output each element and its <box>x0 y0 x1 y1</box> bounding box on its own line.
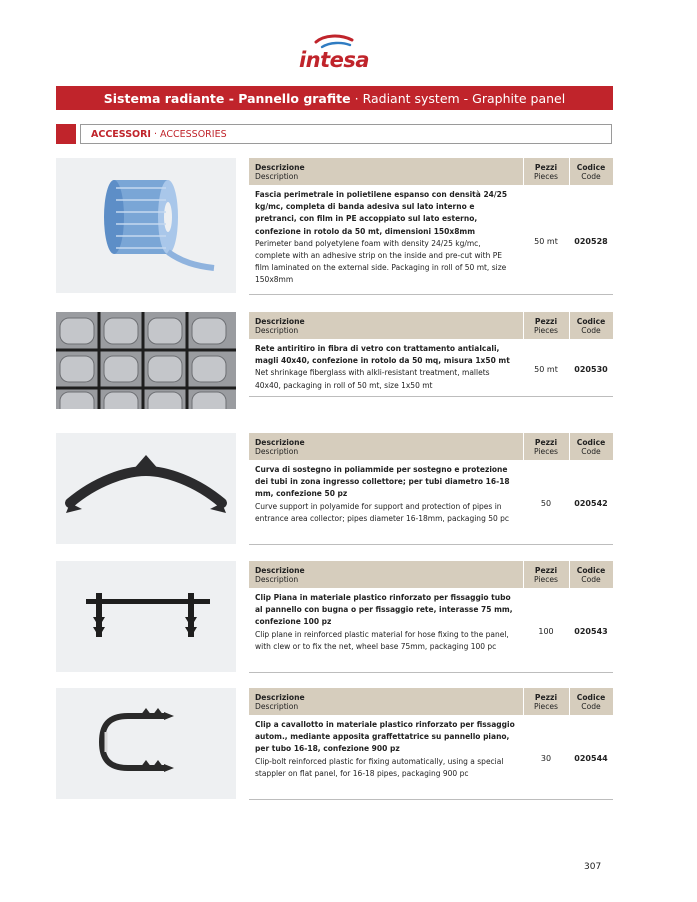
page-title-bar <box>56 86 613 110</box>
header-description-it: Descrizione <box>255 566 305 575</box>
header-pieces-it: Pezzi <box>534 693 558 702</box>
brand-logo <box>294 34 404 80</box>
header-code-en: Code <box>581 447 601 456</box>
divider <box>523 688 524 715</box>
header-code-it: Codice <box>576 693 606 702</box>
header-pieces-it: Pezzi <box>534 163 558 172</box>
header-pieces-en: Pieces <box>534 447 558 456</box>
header-code-en: Code <box>581 702 601 711</box>
header-description-en: Description <box>255 702 299 711</box>
table-header <box>249 561 613 588</box>
product-description <box>255 719 517 780</box>
page-number: 307 <box>584 862 602 872</box>
row-divider <box>249 544 613 545</box>
header-description-it: Descrizione <box>255 693 305 702</box>
section-italian: ACCESSORI <box>91 128 151 140</box>
product-quantity: 50 mt <box>534 237 558 246</box>
title-english: Radiant system - Graphite panel <box>362 90 566 106</box>
perimeter-band-roll-icon <box>56 158 236 293</box>
description-english: Clip-bolt reinforced plastic for fixing automatically, using a special stappler on flat panel, for 16-18 pipes, packaging 900 pc <box>255 756 504 778</box>
section-english: ACCESSORIES <box>160 128 227 140</box>
header-code-en: Code <box>581 326 601 335</box>
section-marker <box>56 124 76 144</box>
description-italian: Rete antiritiro in fibra di vetro con trattamento antialcali, magli 40x40, confezione in rotolo da 50 mq, misura 1x50 mt <box>255 344 510 366</box>
description-italian: Fascia perimetrale in polietilene espanso con densità 24/25 kg/mc, completa di banda adesiva sul lato interno e pretranci, con film in PE accoppiato sul lato esterno, confezione in rotolo da 50 mt, dimensioni 150x8mm <box>255 190 508 236</box>
product-code: 020528 <box>574 237 608 246</box>
header-code-en: Code <box>581 575 601 584</box>
row-divider <box>249 396 613 397</box>
row-divider <box>249 672 613 673</box>
table-header <box>249 688 613 715</box>
product-image-plane-clip <box>56 561 236 672</box>
divider <box>569 561 570 588</box>
description-english: Perimeter band polyetylene foam with density 24/25 kg/mc, complete with an adhesive strip on the inside and pre-cut with PE film laminated on the external side. Packaging in roll of 50 mt, size 150x8mm <box>255 238 507 285</box>
title-italian: Sistema radiante - Pannello grafite <box>103 90 351 106</box>
product-quantity: 100 <box>538 627 554 636</box>
header-description-it: Descrizione <box>255 438 305 447</box>
product-image-curve-support <box>56 433 236 544</box>
section-bar <box>56 124 612 144</box>
product-quantity: 50 <box>540 499 552 508</box>
brand-name: intesa <box>298 48 370 72</box>
header-pieces-it: Pezzi <box>534 317 558 326</box>
divider <box>569 312 570 339</box>
product-description <box>255 592 517 653</box>
table-header <box>249 158 613 185</box>
header-pieces-en: Pieces <box>534 575 558 584</box>
product-code: 020542 <box>574 499 608 508</box>
header-description-en: Description <box>255 326 299 335</box>
header-description-en: Description <box>255 447 299 456</box>
product-image-fiberglass-net <box>56 312 236 409</box>
divider <box>523 561 524 588</box>
product-description <box>255 343 517 392</box>
description-english: Curve support in polyamide for support and protection of pipes in entrance area collector; pipes diameter 16-18mm, packaging 50 pc <box>255 501 510 523</box>
product-image-perimeter-band <box>56 158 236 293</box>
product-code: 020544 <box>574 754 608 763</box>
header-code-it: Codice <box>576 317 606 326</box>
row-divider <box>249 799 613 800</box>
description-italian: Clip a cavallotto in materiale plastico rinforzato per fissaggio autom., mediante apposita graffettatrice su pannello piano, per tubo 16-18, confezione 900 pz <box>255 720 515 754</box>
section-separator: · <box>150 128 161 140</box>
header-pieces-en: Pieces <box>534 172 558 181</box>
divider <box>569 688 570 715</box>
section-label <box>80 124 612 144</box>
product-code: 020543 <box>574 627 608 636</box>
header-description-it: Descrizione <box>255 163 305 172</box>
header-code-it: Codice <box>576 163 606 172</box>
curve-support-icon <box>56 433 236 544</box>
header-description-en: Description <box>255 575 299 584</box>
header-description-en: Description <box>255 172 299 181</box>
header-pieces-it: Pezzi <box>534 438 558 447</box>
divider <box>523 433 524 460</box>
description-italian: Curva di sostegno in poliammide per sostegno e protezione dei tubi in zona ingresso collettore; per tubi diametro 16-18 mm, confezione 50 pz <box>255 465 510 499</box>
divider <box>523 158 524 185</box>
header-code-en: Code <box>581 172 601 181</box>
product-image-u-clip <box>56 688 236 799</box>
u-clip-icon <box>56 688 236 799</box>
plane-clip-icon <box>56 561 236 672</box>
product-description <box>255 464 517 525</box>
header-code-it: Codice <box>576 438 606 447</box>
header-pieces-it: Pezzi <box>534 566 558 575</box>
header-pieces-en: Pieces <box>534 702 558 711</box>
table-header <box>249 312 613 339</box>
divider <box>569 158 570 185</box>
row-divider <box>249 294 613 295</box>
fiberglass-net-icon <box>56 312 236 409</box>
header-description-it: Descrizione <box>255 317 305 326</box>
description-english: Clip plane in reinforced plastic material for hose fixing to the panel, with clew or to fix the net, wheel base 75mm, packaging 100 pc <box>255 629 509 651</box>
product-code: 020530 <box>574 365 608 374</box>
title-separator: · <box>354 90 359 106</box>
product-description <box>255 189 517 287</box>
divider <box>523 312 524 339</box>
table-header <box>249 433 613 460</box>
description-italian: Clip Piana in materiale plastico rinforzato per fissaggio tubo al pannello con bugna o per fissaggio rete, interasse 75 mm, confezione 100 pz <box>255 593 513 627</box>
header-code-it: Codice <box>576 566 606 575</box>
divider <box>569 433 570 460</box>
product-quantity: 50 mt <box>534 365 558 374</box>
product-quantity: 30 <box>540 754 552 763</box>
description-english: Net shrinkage fiberglass with alkli-resistant treatment, mallets 40x40, packaging in roll of 50 mt, size 1x50 mt <box>255 368 490 390</box>
header-pieces-en: Pieces <box>534 326 558 335</box>
